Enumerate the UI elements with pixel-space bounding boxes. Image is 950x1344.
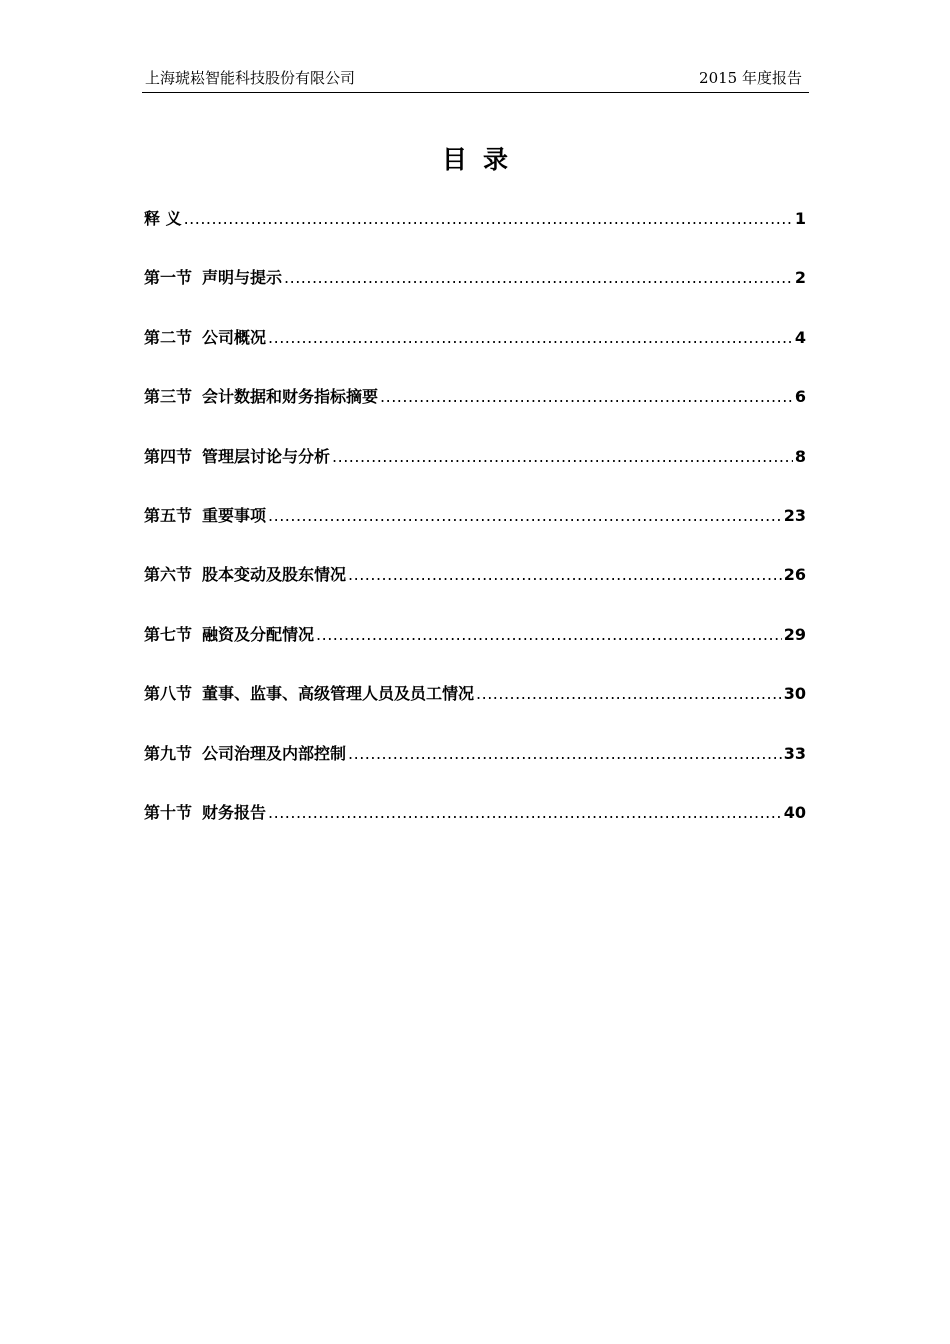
toc-section-number: 第一节	[144, 268, 193, 288]
toc-entry-label: 公司治理及内部控制	[202, 743, 347, 763]
header-report-title: 2015 年度报告	[699, 69, 802, 87]
page-header	[142, 66, 809, 93]
toc-entry-label: 董事、监事、高级管理人员及员工情况	[202, 684, 475, 704]
toc-dot-leader	[348, 740, 782, 768]
toc-page-number: 26	[783, 565, 806, 585]
toc-entry-section-2[interactable]	[144, 324, 806, 383]
toc-dot-leader	[268, 324, 793, 352]
toc-dot-leader	[284, 264, 793, 292]
toc-page-number: 1	[794, 209, 806, 228]
toc-section-number: 第三节	[144, 387, 193, 407]
toc-page-number: 2	[794, 268, 806, 288]
toc-entry-label: 公司概况	[202, 327, 267, 347]
toc-title: 目录	[441, 145, 524, 174]
toc-entry-section-6[interactable]	[144, 561, 806, 620]
toc-entry-section-7[interactable]	[144, 621, 806, 680]
toc-entry-section-8[interactable]	[144, 680, 806, 739]
toc-entry-label: 股本变动及股东情况	[202, 565, 347, 585]
toc-page-number: 4	[794, 327, 806, 347]
toc-entry-label: 重要事项	[202, 505, 267, 525]
toc-dot-leader	[476, 680, 782, 708]
toc-dot-leader	[316, 621, 782, 649]
toc-page-number: 6	[794, 387, 806, 407]
toc-dot-leader	[268, 502, 782, 530]
toc-section-number: 第七节	[144, 624, 193, 644]
toc-dot-leader	[268, 799, 782, 827]
toc-entry-label: 声明与提示	[202, 268, 283, 288]
toc-section-number: 第六节	[144, 565, 193, 585]
toc-entry-section-10[interactable]	[144, 799, 806, 858]
toc-entry-label: 会计数据和财务指标摘要	[202, 387, 379, 407]
toc-page-number: 8	[794, 446, 806, 466]
toc-entry-section-1[interactable]	[144, 264, 806, 323]
toc-section-number: 第十节	[144, 802, 193, 822]
toc-page-number: 23	[783, 505, 806, 525]
toc-section-number: 第二节	[144, 327, 193, 347]
toc-page-number: 40	[783, 802, 806, 822]
toc-entry-label: 融资及分配情况	[202, 624, 315, 644]
toc-entry-definitions[interactable]	[144, 205, 806, 264]
toc-page-number: 29	[783, 624, 806, 644]
header-company-name: 上海琥崧智能科技股份有限公司	[145, 69, 356, 87]
toc-dot-leader	[332, 443, 793, 471]
toc-section-number: 第四节	[144, 446, 193, 466]
toc-section-number: 第八节	[144, 684, 193, 704]
toc-page-number: 30	[783, 684, 806, 704]
toc-dot-leader	[184, 205, 793, 233]
toc-entry-section-3[interactable]	[144, 383, 806, 442]
toc-entry-label: 财务报告	[202, 802, 267, 822]
toc-section-number: 第五节	[144, 505, 193, 525]
toc-entry-section-5[interactable]	[144, 502, 806, 561]
toc-page-number: 33	[783, 743, 806, 763]
toc-entry-section-9[interactable]	[144, 740, 806, 799]
table-of-contents	[144, 205, 806, 858]
toc-section-number: 第九节	[144, 743, 193, 763]
toc-entry-label: 管理层讨论与分析	[202, 446, 331, 466]
toc-dot-leader	[348, 561, 782, 589]
toc-entry-label: 释 义	[144, 209, 182, 228]
toc-dot-leader	[380, 383, 793, 411]
toc-entry-section-4[interactable]	[144, 443, 806, 502]
